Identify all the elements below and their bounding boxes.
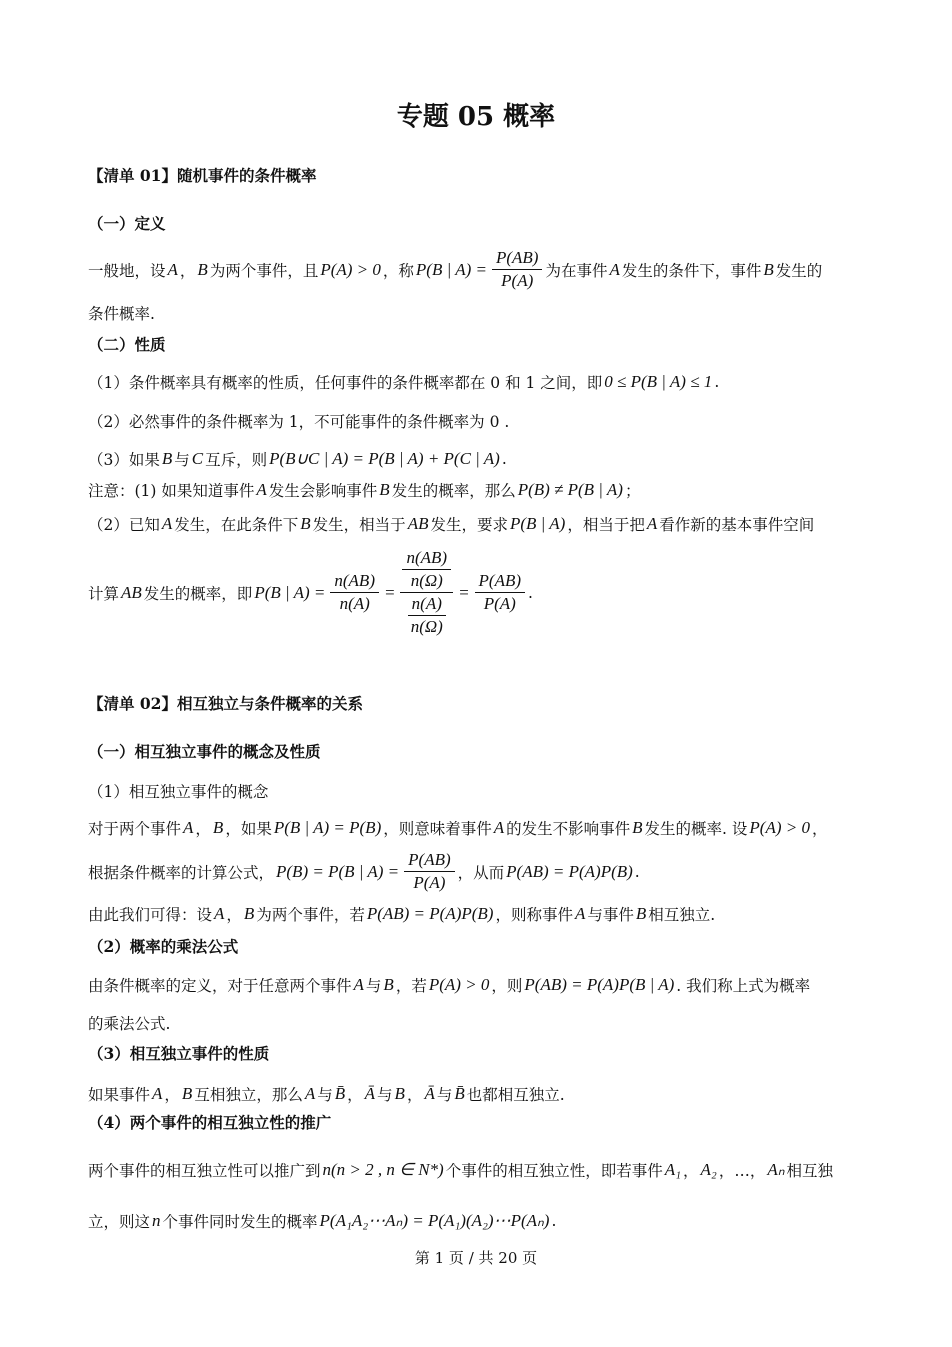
text-run: 发生，相当于 — [312, 516, 406, 534]
text-run: （2）已知 — [88, 516, 160, 534]
text-run: ， — [811, 820, 828, 838]
fraction — [475, 571, 525, 614]
text-run: 相互独 — [786, 1162, 834, 1180]
denominator — [497, 270, 537, 291]
math-expression: B — [635, 904, 647, 923]
text-run: （2）必然事件的条件概率为 1，不可能事件的条件概率为 0 . — [88, 413, 510, 431]
fraction — [402, 548, 451, 591]
math-expression: P(A) > 0 — [749, 818, 810, 837]
numerator — [330, 571, 379, 593]
math-expression: = — [383, 582, 396, 602]
text-run: 为两个事件，若 — [256, 906, 365, 924]
math-expression: P(B | A) = — [415, 259, 487, 279]
text-run: 相互独立. — [648, 906, 716, 924]
text-run: ； — [624, 482, 641, 500]
section-heading — [88, 164, 316, 186]
math-expression: P(AB) — [478, 571, 522, 590]
math-expression: n(Ω) — [410, 617, 443, 636]
text-run: 与 — [365, 977, 382, 995]
page-title — [0, 96, 952, 133]
text-run: 个事件的相互独立性，即若事件 — [445, 1162, 663, 1180]
section-heading — [88, 692, 363, 714]
math-expression: P(AB) = P(A)P(B) — [506, 861, 633, 881]
fraction — [400, 548, 453, 637]
math-expression: B — [161, 449, 173, 468]
math-expression: P(AB) — [495, 248, 539, 267]
math-expression: B̄ — [334, 1084, 346, 1103]
math-expression: B — [383, 975, 394, 994]
paragraph-line — [88, 1210, 556, 1232]
paragraph-line — [88, 1012, 170, 1034]
text-run: ，则 — [491, 977, 523, 995]
math-expression: AB — [407, 514, 429, 533]
math-expression: P(B | A) = — [254, 582, 326, 602]
denominator — [405, 593, 449, 637]
paragraph-line — [88, 302, 155, 324]
text-run: （3）如果 — [88, 451, 160, 469]
text-run: 与 — [174, 451, 190, 469]
numerator — [408, 594, 446, 616]
text-run: 发生的 — [775, 261, 823, 280]
text-run: 与事件 — [587, 906, 634, 924]
math-expression: P(A) — [413, 873, 446, 892]
math-expression: B — [243, 904, 255, 923]
math-expression: B — [181, 1084, 193, 1103]
text-run: （一）相互独立事件的概念及性质 — [88, 742, 321, 761]
text-run: ， — [226, 906, 242, 924]
text-run: （4）两个事件的相互独立性的推广 — [88, 1113, 332, 1132]
math-expression: B — [212, 818, 224, 837]
section-heading — [88, 1111, 331, 1133]
denominator — [407, 616, 447, 637]
section-heading — [88, 1042, 269, 1064]
math-expression: P(B | A) = P(B) — [273, 818, 382, 837]
paragraph-line — [88, 1159, 833, 1181]
math-expression: P(B) ≠ P(B | A) — [517, 480, 623, 499]
text-run: ，称 — [382, 261, 414, 280]
math-expression: B — [394, 1084, 405, 1103]
numerator — [402, 548, 451, 570]
math-expression: A₁ — [664, 1160, 682, 1179]
text-run: 专题 05 概率 — [396, 102, 556, 132]
section-heading — [88, 935, 238, 957]
text-run: 发生，要求 — [430, 516, 508, 534]
text-run: 一般地，设 — [88, 261, 166, 280]
paragraph-line — [88, 410, 509, 432]
text-run: 对于两个事件 — [88, 820, 182, 838]
text-run: 注意：(1) 如果知道事件 — [88, 482, 255, 500]
text-run: 发生，在此条件下 — [174, 516, 299, 534]
paragraph-line — [88, 1083, 565, 1105]
math-expression: B — [763, 259, 774, 279]
math-expression: P(B) = P(B | A) = — [276, 861, 400, 881]
math-expression: P(A) > 0 — [320, 259, 381, 279]
math-expression: B — [379, 480, 390, 499]
text-run: . — [714, 373, 720, 391]
math-expression: AB — [121, 582, 142, 602]
text-run: 发生的条件下，事件 — [621, 261, 762, 280]
math-expression: C — [191, 449, 204, 468]
math-expression: n(A) — [411, 594, 442, 613]
numerator — [492, 248, 542, 270]
text-run: ，则意味着事件 — [383, 820, 492, 838]
text-run: 【清单 01】随机事件的条件概率 — [88, 166, 317, 185]
text-run: （1）条件概率具有概率的性质，任何事件的条件概率都在 0 和 1 之间，即 — [88, 374, 603, 392]
paragraph-line — [88, 248, 822, 291]
text-run: ，…， — [718, 1162, 766, 1180]
text-run: （一）定义 — [88, 214, 166, 233]
math-expression: Ā — [424, 1084, 435, 1103]
math-expression: A — [214, 904, 225, 923]
math-expression: A — [646, 514, 658, 533]
math-expression: A₂ — [700, 1160, 717, 1179]
math-expression: n(A) — [339, 594, 370, 613]
math-expression: n(AB) — [334, 571, 375, 590]
fraction — [330, 571, 379, 614]
paragraph-line — [88, 513, 814, 535]
text-run: 两个事件的相互独立性可以推广到 — [88, 1162, 321, 1180]
math-expression: A — [256, 480, 267, 499]
math-expression: A — [493, 818, 505, 837]
paragraph-line — [88, 548, 533, 637]
math-expression: n(AB) — [406, 548, 448, 567]
math-expression: B̄ — [454, 1084, 465, 1103]
fraction — [404, 850, 454, 893]
text-run: （2）概率的乘法公式 — [88, 937, 239, 956]
text-run: ，相当于把 — [567, 516, 645, 534]
text-run: 个事件同时发生的概率 — [162, 1213, 318, 1231]
text-run: ，则称事件 — [495, 906, 573, 924]
numerator — [400, 548, 453, 593]
text-run: 根据条件概率的计算公式， — [88, 863, 275, 882]
text-run: . 我们称上式为概率 — [676, 977, 811, 995]
paragraph-line — [88, 448, 507, 470]
text-run: . — [634, 862, 640, 881]
math-expression: P(A) — [483, 594, 516, 613]
paragraph-line — [88, 780, 268, 802]
math-expression: A — [167, 259, 178, 279]
text-run: 由此我们可得：设 — [88, 906, 213, 924]
text-run: 条件概率. — [88, 305, 155, 323]
math-expression: P(A₁A₂⋯Aₙ) = P(A₁)(A₂)⋯P(Aₙ) — [319, 1211, 550, 1230]
text-run: ， — [164, 1086, 180, 1104]
text-run: ，若 — [395, 977, 427, 995]
text-run: 发生的概率，那么 — [391, 482, 516, 500]
math-expression: P(B∪C | A) = P(B | A) + P(C | A) — [269, 449, 500, 468]
section-heading — [88, 740, 321, 762]
math-expression: A — [152, 1084, 163, 1103]
paragraph-line — [88, 371, 719, 393]
math-expression: A — [161, 514, 173, 533]
text-run: 互相独立，那么 — [194, 1086, 303, 1104]
text-run: 与 — [377, 1086, 393, 1104]
text-run: 与 — [436, 1086, 453, 1104]
text-run: 如果事件 — [88, 1086, 151, 1104]
math-expression: P(A) > 0 — [428, 975, 490, 994]
numerator — [404, 850, 454, 872]
math-expression: A — [183, 818, 194, 837]
text-run: . — [551, 1212, 557, 1230]
paragraph-line — [88, 817, 827, 839]
math-expression: n(n > 2 , n ∈ N*) — [322, 1160, 444, 1179]
paragraph-line — [88, 974, 810, 996]
text-run: ， — [406, 1086, 423, 1104]
math-expression: P(B | A) — [509, 514, 566, 533]
section-heading — [88, 212, 166, 234]
text-run: . — [528, 583, 533, 602]
denominator — [409, 872, 449, 893]
text-run: ， — [683, 1162, 699, 1180]
page-footer — [0, 1247, 952, 1268]
denominator — [407, 570, 447, 591]
math-expression: n — [152, 1211, 161, 1230]
math-expression: B — [197, 259, 208, 279]
text-run: 为两个事件，且 — [209, 261, 319, 280]
paragraph-line — [88, 479, 640, 501]
text-run: 计算 — [88, 584, 120, 603]
text-run: 发生的概率，即 — [143, 584, 253, 603]
text-run: 发生会影响事件 — [268, 482, 378, 500]
text-run: 也都相互独立. — [466, 1086, 565, 1104]
math-expression: = — [458, 582, 470, 602]
math-expression: A — [304, 1084, 316, 1103]
math-expression: B — [300, 514, 311, 533]
denominator — [480, 593, 520, 614]
text-run: 的乘法公式. — [88, 1015, 171, 1033]
paragraph-line — [88, 903, 715, 925]
text-run: ， — [179, 261, 196, 280]
math-expression: A — [353, 975, 364, 994]
math-expression: n(Ω) — [410, 571, 443, 590]
text-run: 看作新的基本事件空间 — [659, 516, 815, 534]
math-expression: P(AB) = P(A)P(B) — [366, 904, 494, 923]
section-heading — [88, 333, 166, 355]
text-run: （二）性质 — [88, 335, 166, 354]
text-run: ， — [195, 820, 211, 838]
text-run: 【清单 02】相互独立与条件概率的关系 — [88, 694, 363, 713]
denominator — [336, 593, 374, 614]
paragraph-line — [88, 850, 640, 893]
text-run: 互斥，则 — [205, 451, 268, 469]
text-run: （3）相互独立事件的性质 — [88, 1044, 270, 1063]
math-expression: 0 ≤ P(B | A) ≤ 1 — [604, 372, 713, 391]
text-run: 发生的概率. 设 — [644, 820, 748, 838]
text-run: . — [501, 450, 507, 468]
text-run: 与 — [317, 1086, 333, 1104]
page-number: 第 1 页 / 共 20 页 — [414, 1249, 538, 1267]
text-run: ，如果 — [225, 820, 272, 838]
math-expression: P(A) — [501, 271, 534, 290]
text-run: 由条件概率的定义，对于任意两个事件 — [88, 977, 352, 995]
math-expression: P(AB) = P(A)P(B | A) — [524, 975, 675, 994]
math-expression: P(AB) — [408, 850, 451, 869]
math-expression: Aₙ — [767, 1160, 785, 1179]
numerator — [475, 571, 525, 593]
text-run: （1）相互独立事件的概念 — [88, 783, 269, 801]
math-expression: A — [574, 904, 586, 923]
math-expression: A — [609, 259, 620, 279]
text-run: 为在事件 — [545, 261, 608, 280]
text-run: 立，则这 — [88, 1213, 151, 1231]
math-expression: Ā — [364, 1084, 376, 1103]
math-expression: B — [632, 818, 643, 837]
text-run: ，从而 — [457, 863, 505, 882]
text-run: 的发生不影响事件 — [506, 820, 631, 838]
text-run: ， — [347, 1086, 363, 1104]
fraction — [407, 594, 447, 637]
fraction — [492, 248, 542, 291]
